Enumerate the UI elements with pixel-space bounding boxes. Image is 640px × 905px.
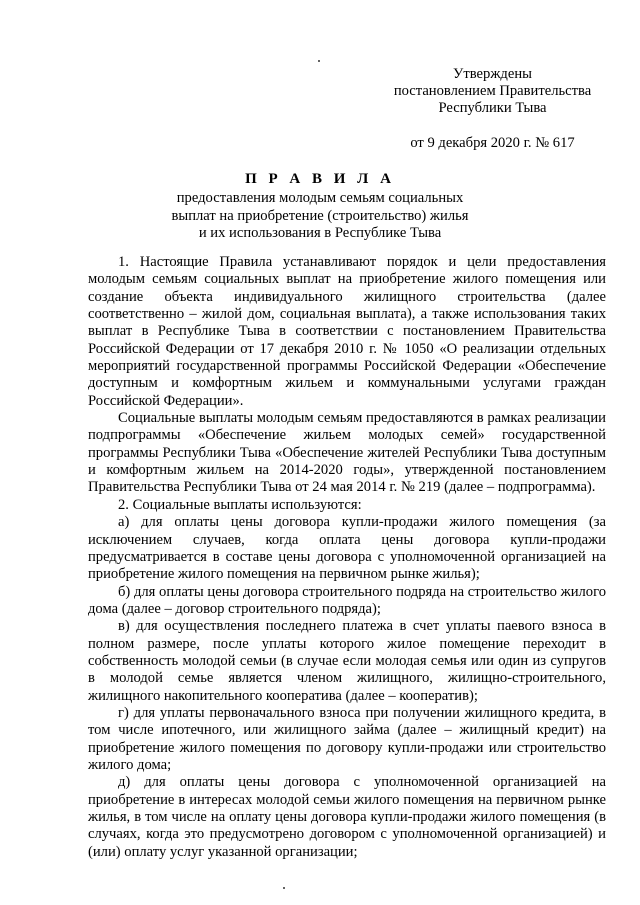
approval-line: постановлением Правительства — [393, 83, 592, 99]
paragraph-d: д) для оплаты цены договора с уполномоченной организацией на приобретение в интересах молодой семьи жилого помещения на первичном рынке жилья, в том числе на оплату цены договора купли-продажи жилого помещения (в случаях, когда это предусмотрено договором с уполномоченной организацией) и (или) оплату услуг указанной организации; — [88, 774, 606, 860]
subtitle-line: выплат на приобретение (строительство) жилья — [171, 207, 469, 224]
approval-date: от 9 декабря 2020 г. № 617 — [410, 135, 575, 151]
scan-speck — [318, 60, 320, 62]
approval-line: Республики Тыва — [438, 100, 547, 116]
paragraph-a: а) для оплаты цены договора купли-продажи жилого помещения (за исключением случаев, когда оплата цены договора купли-продажи предусматривается в составе цены договора с уполномоченной организацией на приобретение жилого помещения на первичном рынке жилья); — [88, 514, 606, 583]
subtitle-line: предоставления молодым семьям социальных — [176, 190, 464, 206]
approval-block — [385, 66, 600, 152]
paragraph-2: Социальные выплаты молодым семьям предоставляются в рамках реализации подпрограммы «Обеспечение жильем молодых семей» государственной программы Республики Тыва «Обеспечение жителей Республики Тыва доступным и комфортным жильем на 2014-2020 годы», утвержденной постановлением Правительства Республики Тыва от 24 мая 2014 г. № 219 (далее – подпрограмма). — [88, 410, 606, 496]
paragraph-v: в) для осуществления последнего платежа в счет уплаты паевого взноса в полном размере, после уплаты которого жилое помещение переходит в собственность молодой семьи (в случае если молодая семья или один из супругов в молодой семье является членом жилищного, жилищно-строительного, жилищного накопительного кооператива (далее – кооператив); — [88, 618, 606, 704]
document-body — [88, 254, 606, 861]
document-subtitle — [0, 190, 640, 243]
document-title: П Р А В И Л А — [245, 171, 395, 187]
subtitle-line: и их использования в Республике Тыва — [198, 225, 442, 241]
paragraph-1: 1. Настоящие Правила устанавливают порядок и цели предоставления молодым семьям социальных выплат на приобретение жилого помещения или создание объекта индивидуального жилищного строительства (далее соответственно – жилой дом, социальная выплата), а также использования таких выплат в Республике Тыва в соответствии с постановлением Правительства Российской Федерации от 17 декабря 2010 г. № 1050 «О реализации отдельных мероприятий государственной программы Российской Федерации «Обеспечение доступным и комфортным жильем и коммунальными услугами граждан Российской Федерации». — [88, 254, 606, 409]
paragraph-3: 2. Социальные выплаты используются: — [118, 496, 362, 513]
paragraph-b: б) для оплаты цены договора строительного подряда на строительство жилого дома (далее – договор строительного подряда); — [88, 583, 606, 617]
approval-line: Утверждены — [453, 66, 532, 82]
paragraph-g: г) для уплаты первоначального взноса при получении жилищного кредита, в том числе ипотечного, или жилищного займа (далее – жилищный кредит) на приобретение жилого помещения по договору купли-продажи или строительство жилого дома; — [88, 704, 606, 773]
scan-speck — [283, 887, 285, 889]
